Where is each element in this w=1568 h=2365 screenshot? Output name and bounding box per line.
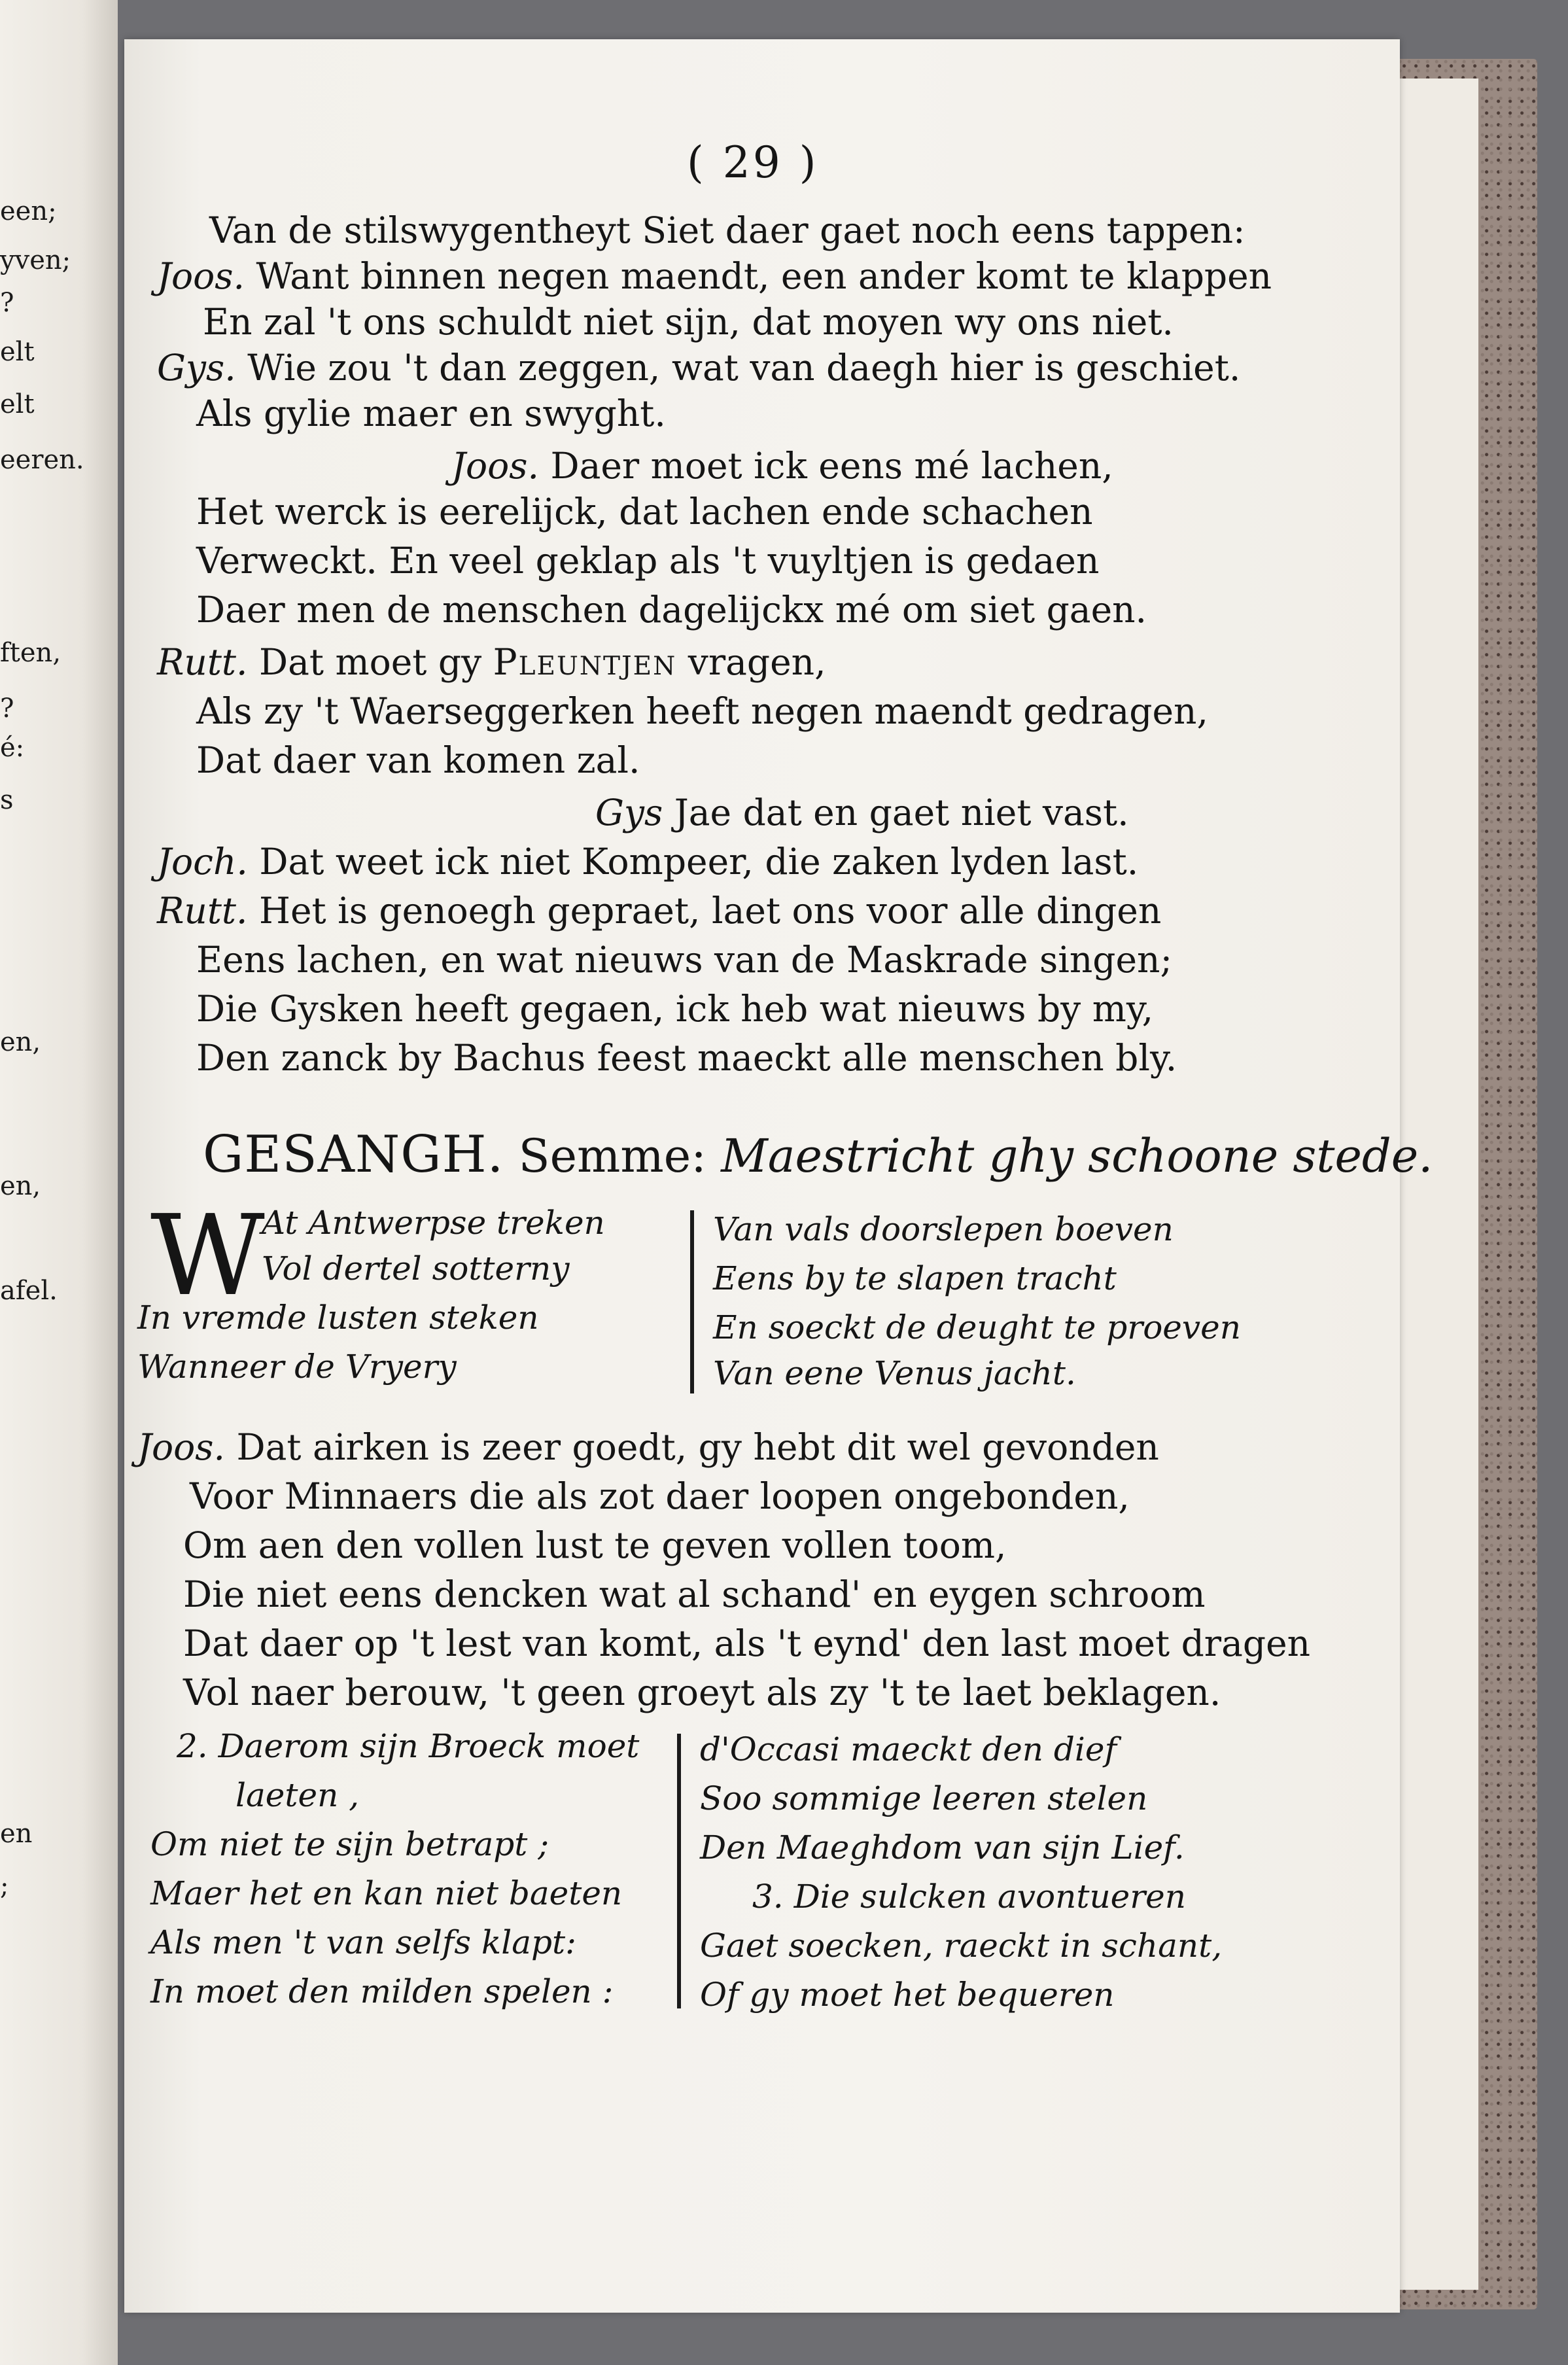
dialogue-line: Voor Minnaers die als zot daer loopen ongebonden, (190, 1475, 1130, 1517)
left-fragment: é: (0, 733, 25, 763)
dialogue-line: Vol naer berouw, 't geen groeyt als zy 't te laet beklagen. (183, 1672, 1221, 1713)
page-number: ( 29 ) (687, 137, 819, 188)
verse-line: 3. Die sulcken avontueren (752, 1878, 1186, 1916)
verse-line: Eens by te slapen tracht (713, 1259, 1117, 1297)
speaker-name: Joos. (451, 445, 539, 487)
drop-cap: W (150, 1191, 265, 1321)
verse-line: Of gy moet het bequeren (700, 1976, 1115, 2014)
speaker-name: Joch. (157, 841, 248, 883)
song-title: GESANGH. (203, 1125, 504, 1184)
speaker-name: Gys (595, 792, 663, 833)
left-fragment: en, (0, 1027, 41, 1057)
dialogue-line: Die Gysken heeft gegaen, ick heb wat nieuws by my, (196, 988, 1154, 1030)
dialogue-line: Dat daer van komen zal. (196, 739, 640, 781)
verse-line: In vremde lusten steken (137, 1299, 539, 1337)
dialogue-line: Rutt. Het is genoegh gepraet, laet ons voor alle dingen (157, 890, 1162, 932)
verse-line: Om niet te sijn betrapt ; (150, 1825, 549, 1863)
verse-line: Wanneer de Vryery (137, 1348, 457, 1386)
dialogue-line: Den zanck by Bachus feest maeckt alle menschen bly. (196, 1037, 1177, 1079)
verse-line: Van vals doorslepen boeven (713, 1210, 1174, 1248)
verse-line: laeten , (235, 1776, 360, 1814)
speaker-name: Joos. (157, 255, 245, 297)
speaker-name: Rutt. (157, 890, 248, 932)
left-fragment: yven; (0, 245, 71, 275)
verse-line: Maer het en kan niet baeten (150, 1874, 623, 1912)
verse-line: In moet den milden spelen : (150, 1972, 614, 2010)
left-fragment: en (0, 1819, 33, 1849)
verse-line: Vol dertel sotterny (262, 1250, 570, 1288)
dialogue-line: Dat daer op 't lest van komt, als 't eynd' den last moet dragen (183, 1622, 1311, 1664)
verse-line: Gaet soecken, raeckt in schant, (700, 1927, 1223, 1965)
dialogue-line: Verweckt. En veel geklap als 't vuyltjen is gedaen (196, 540, 1100, 582)
column-rule (677, 1734, 681, 2008)
dialogue-line: Joos. Want binnen negen maendt, een ander komt te klappen (157, 255, 1272, 297)
dialogue-line: Joos. Daer moet ick eens mé lachen, (451, 445, 1113, 487)
left-fragment: afel. (0, 1276, 58, 1306)
dialogue-line: Het werck is eerelijck, dat lachen ende schachen (196, 491, 1093, 533)
left-page (0, 0, 118, 2365)
song-stem: Semme: (518, 1129, 706, 1183)
verse-line: Den Maeghdom van sijn Lief. (700, 1829, 1185, 1866)
book-page (124, 39, 1433, 2313)
dialogue-line: Gys Jae dat en gaet niet vast. (595, 792, 1129, 833)
dialogue-line: Daer men de menschen dagelijckx mé om siet gaen. (196, 589, 1147, 631)
left-fragment: ; (0, 1871, 9, 1901)
dialogue-line: Joos. Dat airken is zeer goedt, gy hebt dit wel gevonden (137, 1426, 1159, 1468)
song-tune: Maestricht ghy schoone stede. (721, 1129, 1433, 1183)
left-fragment: eeren. (0, 445, 84, 475)
dialogue-line: Als zy 't Waerseggerken heeft negen maendt gedragen, (196, 690, 1208, 732)
verse-line: En soeckt de deught te proeven (713, 1308, 1241, 1346)
left-fragment: en, (0, 1171, 41, 1201)
verse-line: Soo sommige leeren stelen (700, 1779, 1148, 1817)
dialogue-line: Rutt. Dat moet gy Pleuntjen vragen, (157, 641, 826, 683)
left-fragment: elt (0, 337, 35, 367)
verse-line: Van eene Venus jacht. (713, 1354, 1076, 1392)
verse-line: 2. Daerom sijn Broeck moet (177, 1727, 640, 1765)
column-rule (690, 1210, 694, 1393)
dialogue-line: En zal 't ons schuldt niet sijn, dat moyen wy ons niet. (203, 301, 1174, 343)
left-fragment: s (0, 785, 14, 815)
character-name: Pleuntjen (493, 641, 677, 683)
dialogue-line: Joch. Dat weet ick niet Kompeer, die zaken lyden last. (157, 841, 1139, 883)
dialogue-line: Die niet eens dencken wat al schand' en eygen schroom (183, 1573, 1206, 1615)
verse-line: Als men 't van selfs klapt: (150, 1923, 576, 1961)
left-fragment: elt (0, 389, 35, 419)
speaker-name: Joos. (137, 1426, 225, 1468)
verse-line: At Antwerpse treken (262, 1204, 605, 1242)
left-fragment: ften, (0, 638, 61, 668)
dialogue-line: Eens lachen, en wat nieuws van de Maskrade singen; (196, 939, 1172, 981)
song-heading (203, 1125, 1433, 1184)
dialogue-line: Gys. Wie zou 't dan zeggen, wat van daegh hier is geschiet. (157, 347, 1241, 389)
left-fragment: ? (0, 288, 14, 318)
dialogue-line: Van de stilswygentheyt Siet daer gaet noch eens tappen: (209, 209, 1246, 251)
dialogue-line: Als gylie maer en swyght. (196, 393, 666, 434)
left-fragment: ? (0, 693, 14, 724)
speaker-name: Rutt. (157, 641, 248, 683)
verse-line: d'Occasi maeckt den dief (700, 1730, 1117, 1768)
dialogue-line: Om aen den vollen lust te geven vollen toom, (183, 1524, 1007, 1566)
speaker-name: Gys. (157, 347, 236, 389)
left-fragment: een; (0, 196, 57, 226)
